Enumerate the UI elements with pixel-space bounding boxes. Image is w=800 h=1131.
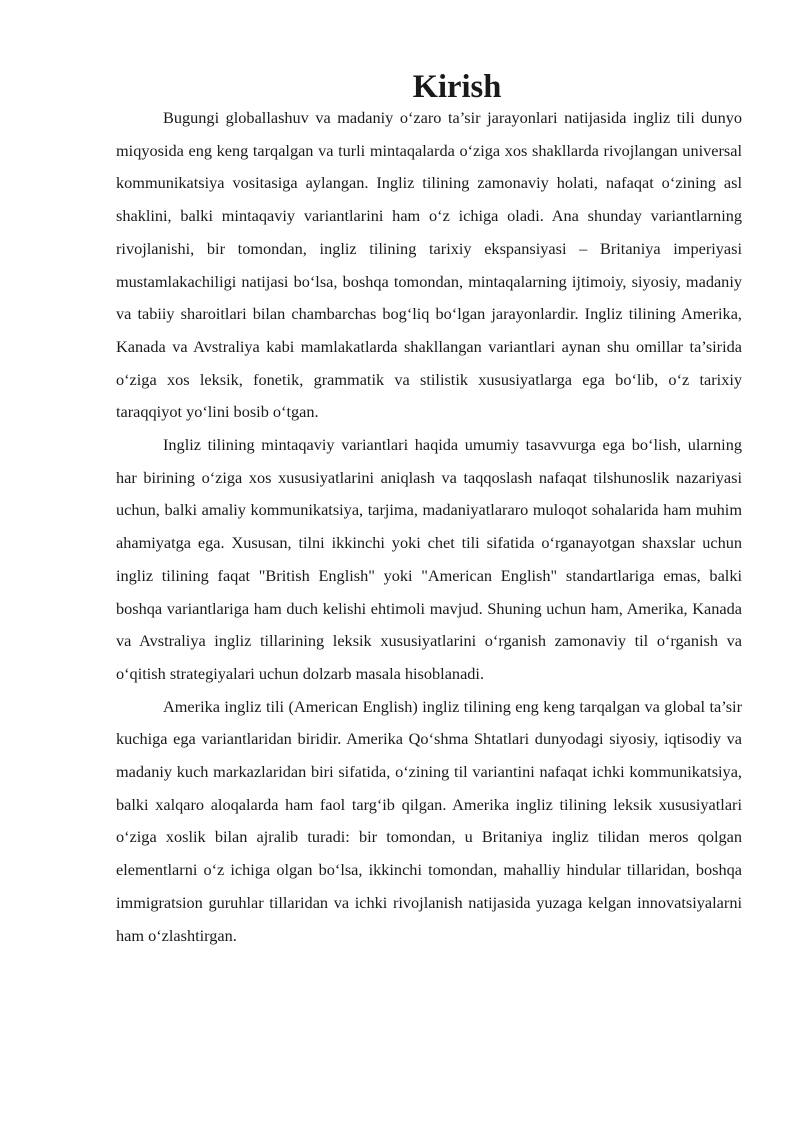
paragraph-1: Bugungi globallashuv va madaniy o‘zaro ta’sir jarayonlari natijasida ingliz tili dunyo miqyosida eng keng tarqalgan va turli mintaqalarda o‘ziga xos shakllarda rivojlangan universal kommunikatsiya vositasiga aylangan. Ingliz tilining zamonaviy holati, nafaqat o‘zining asl shaklini, balki mintaqaviy variantlarini ham o‘z ichiga oladi. Ana shunday variantlarning rivojlanishi, bir tomondan, ingliz tilining tarixiy ekspansiyasi – Britaniya imperiyasi mustamlakachiligi natijasi bo‘lsa, boshqa tomondan, mintaqalarning ijtimoiy, siyosiy, madaniy va tabiiy sharoitlari bilan chambarchas bog‘liq bo‘lgan jarayonlardir. Ingliz tilining Amerika, Kanada va Avstraliya kabi mamlakatlarda shakllangan variantlari aynan shu omillar ta’sirida o‘ziga xos leksik, fonetik, grammatik va stilistik xususiyatlarga ega bo‘lib, o‘z tarixiy taraqqiyot yo‘lini bosib o‘tgan. (116, 108, 742, 422)
document-page (116, 69, 742, 952)
paragraph-3: Amerika ingliz tili (American English) ingliz tilining eng keng tarqalgan va global ta’sir kuchiga ega variantlaridan biridir. Amerika Qo‘shma Shtatlari dunyodagi siyosiy, iqtisodiy va madaniy kuch markazlaridan biri sifatida, o‘zining til variantini nafaqat ichki kommunikatsiya, balki xalqaro aloqalarda ham faol targ‘ib qilgan. Amerika ingliz tilining leksik xususiyatlari o‘ziga xoslik bilan ajralib turadi: bir tomondan, u Britaniya ingliz tilidan meros qolgan elementlarni o‘z ichiga olgan bo‘lsa, ikkinchi tomondan, mahalliy hindular tillaridan, boshqa immigratsion guruhlar tillaridan va ichki rivojlanish natijasida yuzaga kelgan innovatsiyalarni ham o‘zlashtirgan. (116, 696, 742, 945)
document-title: Kirish (412, 69, 502, 105)
paragraph-2: Ingliz tilining mintaqaviy variantlari haqida umumiy tasavvurga ega bo‘lish, ularning har birining o‘ziga xos xususiyatlarini aniqlash va taqqoslash nafaqat tilshunoslik nazariyasi uchun, balki amaliy kommunikatsiya, tarjima, madaniyatlararo muloqot sohalarida ham muhim ahamiyatga ega. Xususan, tilni ikkinchi yoki chet tili sifatida o‘rganayotgan shaxslar uchun ingliz tilining faqat "British English" yoki "American English" standartlariga emas, balki boshqa variantlariga ham duch kelishi ehtimoli mavjud. Shuning uchun ham, Amerika, Kanada va Avstraliya ingliz tillarining leksik xususiyatlarini o‘rganish zamonaviy til o‘rganish va o‘qitish strategiyalari uchun dolzarb masala hisoblanadi. (116, 435, 742, 683)
